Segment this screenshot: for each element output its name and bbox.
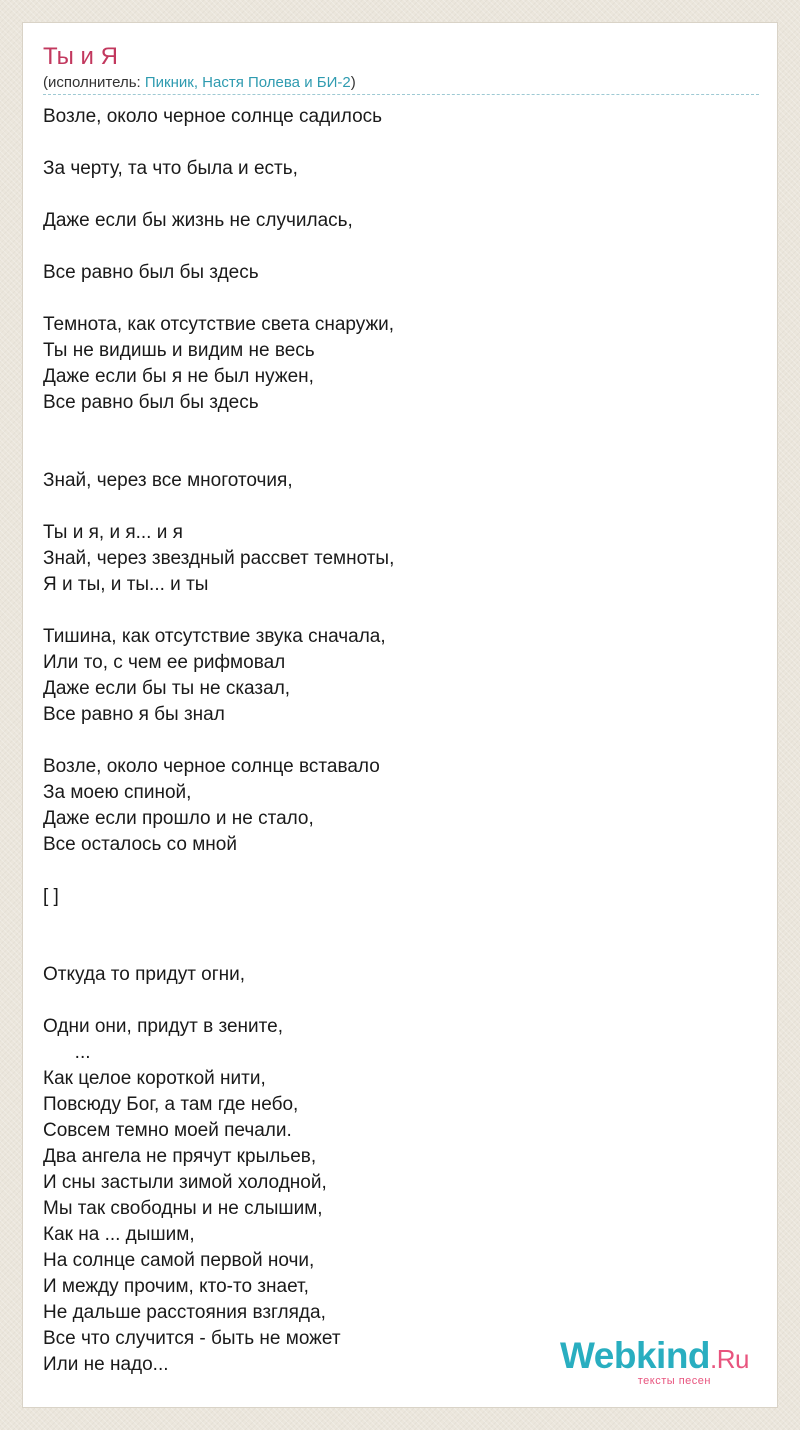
lyric-line: Откуда то придут огни, xyxy=(43,964,246,985)
lyric-line: Возле, около черное солнце садилось xyxy=(43,106,383,127)
lyric-line xyxy=(43,416,759,442)
lyric-line xyxy=(43,598,759,624)
lyric-line: Темнота, как отсутствие света снаружи, xyxy=(43,314,395,335)
lyric-line: Все равно был бы здесь xyxy=(43,262,259,283)
lyric-line: Возле, около черное солнце вставало xyxy=(43,756,380,777)
lyric-line: Ты и я, и я... и я xyxy=(43,522,183,543)
artist-line xyxy=(43,73,356,93)
lyric-line: Знай, через звездный рассвет темноты, xyxy=(43,548,395,569)
lyric-line: Или не надо... xyxy=(43,1354,169,1375)
lyric-line: Даже если прошло и не стало, xyxy=(43,808,314,829)
lyric-line xyxy=(43,234,759,260)
lyric-line: Мы так свободны и не слышим, xyxy=(43,1198,323,1219)
logo-wordmark xyxy=(560,1337,749,1378)
lyric-line: Тишина, как отсутствие звука сначала, xyxy=(43,626,386,647)
lyric-line xyxy=(43,286,759,312)
lyric-line: Даже если бы ты не сказал, xyxy=(43,678,291,699)
lyric-line xyxy=(43,858,759,884)
lyric-line: Как целое короткой нити, xyxy=(43,1068,266,1089)
lyric-line: Я и ты, и ты... и ты xyxy=(43,574,209,595)
lyric-line xyxy=(43,910,759,936)
lyric-line: Как на ... дышим, xyxy=(43,1224,195,1245)
webkind-logo[interactable] xyxy=(560,1337,749,1387)
lyric-line: Все равно был бы здесь xyxy=(43,392,259,413)
lyric-line: Все что случится - быть не может xyxy=(43,1328,341,1349)
lyric-line xyxy=(43,182,759,208)
title-divider xyxy=(43,94,759,95)
lyric-line: Совсем темно моей печали. xyxy=(43,1120,292,1141)
logo-tagline: тексты песен xyxy=(637,1375,711,1387)
lyrics-card xyxy=(22,22,778,1408)
lyric-line: Ты не видишь и видим не весь xyxy=(43,340,315,361)
lyric-line: Знай, через все многоточия, xyxy=(43,470,293,491)
lyric-line xyxy=(43,728,759,754)
lyric-line xyxy=(43,988,759,1014)
lyric-line: Не дальше расстояния взгляда, xyxy=(43,1302,326,1323)
logo-suffix: .Ru xyxy=(710,1344,749,1374)
lyric-line: Или то, с чем ее рифмовал xyxy=(43,652,286,673)
lyric-line: Все осталось со мной xyxy=(43,834,237,855)
lyric-line: Все равно я бы знал xyxy=(43,704,225,725)
lyric-line: За моею спиной, xyxy=(43,782,192,803)
lyric-line: Даже если бы я не был нужен, xyxy=(43,366,314,387)
lyric-line: И сны застыли зимой холодной, xyxy=(43,1172,327,1193)
lyric-line: За черту, та что была и есть, xyxy=(43,158,298,179)
lyric-line: И между прочим, кто-то знает, xyxy=(43,1276,309,1297)
lyric-line: Одни они, придут в зените, xyxy=(43,1016,283,1037)
lyric-line xyxy=(43,936,759,962)
artist-suffix: ) xyxy=(350,74,356,91)
song-title: Ты и Я xyxy=(43,43,118,70)
lyric-line: На солнце самой первой ночи, xyxy=(43,1250,315,1271)
lyric-line: Повсюду Бог, а там где небо, xyxy=(43,1094,299,1115)
lyric-line: ... xyxy=(43,1042,91,1063)
lyric-line xyxy=(43,494,759,520)
lyric-line xyxy=(43,442,759,468)
artist-prefix: (исполнитель: xyxy=(43,74,145,91)
lyrics-text xyxy=(43,104,759,1378)
lyric-line: Два ангела не прячут крыльев, xyxy=(43,1146,317,1167)
lyric-line: [ ] xyxy=(43,886,59,907)
lyric-line: Даже если бы жизнь не случилась, xyxy=(43,210,353,231)
artist-link[interactable]: Пикник, Настя Полева и БИ-2 xyxy=(144,74,351,91)
logo-main-text: Webkind xyxy=(560,1335,711,1376)
lyric-line xyxy=(43,130,759,156)
